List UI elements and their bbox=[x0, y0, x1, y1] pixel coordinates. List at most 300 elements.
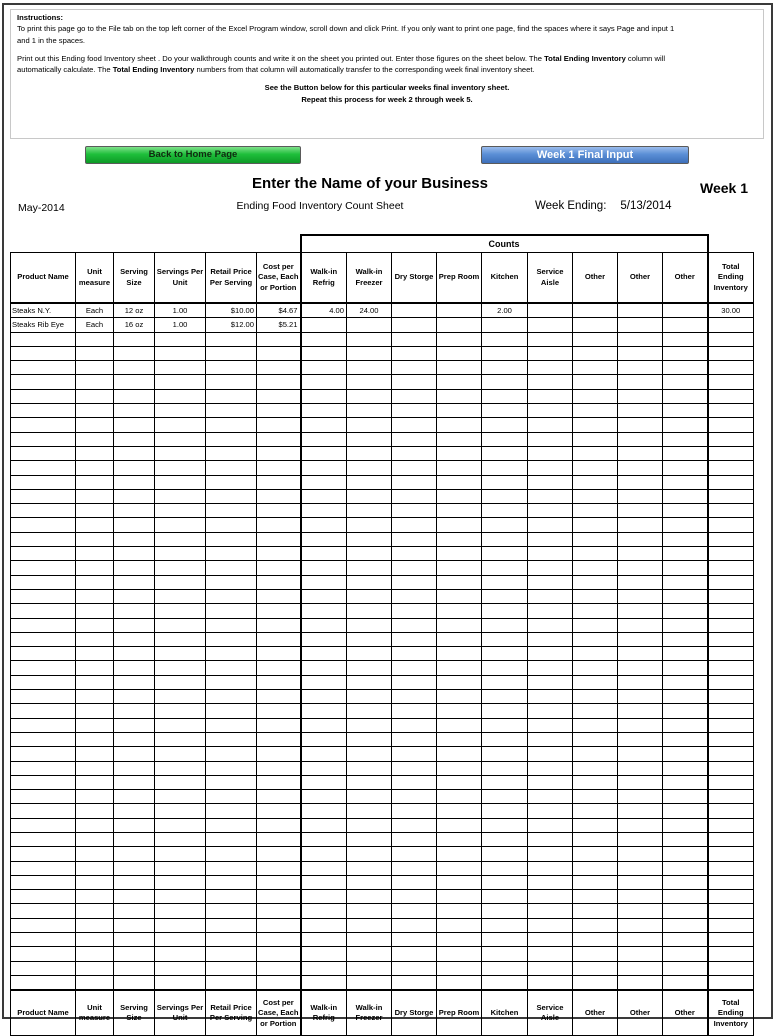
table-cell[interactable] bbox=[708, 589, 754, 603]
table-cell[interactable] bbox=[76, 904, 114, 918]
table-cell[interactable] bbox=[114, 747, 155, 761]
table-cell[interactable] bbox=[155, 747, 206, 761]
table-cell[interactable] bbox=[114, 861, 155, 875]
table-cell[interactable] bbox=[708, 890, 754, 904]
table-cell[interactable] bbox=[528, 861, 573, 875]
table-cell[interactable] bbox=[114, 661, 155, 675]
table-cell[interactable] bbox=[301, 375, 347, 389]
table-cell[interactable] bbox=[392, 790, 437, 804]
table-cell[interactable] bbox=[114, 446, 155, 460]
table-cell[interactable] bbox=[708, 632, 754, 646]
table-cell[interactable] bbox=[114, 389, 155, 403]
table-cell[interactable] bbox=[573, 389, 618, 403]
table-cell[interactable] bbox=[76, 890, 114, 904]
table-cell[interactable] bbox=[437, 661, 482, 675]
table-cell[interactable] bbox=[76, 504, 114, 518]
table-cell[interactable] bbox=[76, 690, 114, 704]
table-cell[interactable] bbox=[482, 933, 528, 947]
table-cell[interactable] bbox=[347, 361, 392, 375]
table-cell[interactable]: $10.00 bbox=[206, 303, 257, 318]
table-cell[interactable] bbox=[528, 518, 573, 532]
table-cell[interactable] bbox=[76, 875, 114, 889]
table-cell[interactable] bbox=[76, 961, 114, 975]
table-cell[interactable] bbox=[155, 732, 206, 746]
table-cell[interactable] bbox=[76, 489, 114, 503]
table-cell[interactable] bbox=[528, 975, 573, 990]
table-cell[interactable] bbox=[347, 975, 392, 990]
table-cell[interactable] bbox=[663, 461, 708, 475]
table-cell[interactable] bbox=[301, 947, 347, 961]
table-cell[interactable] bbox=[392, 718, 437, 732]
table-cell[interactable] bbox=[528, 890, 573, 904]
table-cell[interactable]: $4.67 bbox=[257, 303, 301, 318]
table-cell[interactable] bbox=[206, 847, 257, 861]
table-cell[interactable] bbox=[573, 675, 618, 689]
table-cell[interactable] bbox=[573, 933, 618, 947]
table-cell[interactable] bbox=[618, 461, 663, 475]
table-cell[interactable] bbox=[11, 661, 76, 675]
table-cell[interactable] bbox=[11, 832, 76, 846]
table-cell[interactable] bbox=[392, 446, 437, 460]
table-cell[interactable] bbox=[11, 604, 76, 618]
table-cell[interactable] bbox=[347, 504, 392, 518]
table-cell[interactable] bbox=[437, 618, 482, 632]
table-cell[interactable] bbox=[482, 547, 528, 561]
table-cell[interactable] bbox=[257, 918, 301, 932]
table-cell[interactable] bbox=[573, 561, 618, 575]
table-cell[interactable] bbox=[155, 346, 206, 360]
table-cell[interactable] bbox=[206, 718, 257, 732]
table-cell[interactable] bbox=[392, 461, 437, 475]
table-cell[interactable] bbox=[76, 518, 114, 532]
table-cell[interactable] bbox=[155, 775, 206, 789]
table-cell[interactable] bbox=[347, 604, 392, 618]
table-cell[interactable] bbox=[347, 547, 392, 561]
table-cell[interactable] bbox=[301, 589, 347, 603]
table-cell[interactable] bbox=[206, 418, 257, 432]
table-cell[interactable] bbox=[482, 690, 528, 704]
table-cell[interactable] bbox=[663, 418, 708, 432]
table-cell[interactable] bbox=[573, 761, 618, 775]
table-cell[interactable] bbox=[437, 732, 482, 746]
table-cell[interactable] bbox=[708, 661, 754, 675]
table-cell[interactable] bbox=[76, 589, 114, 603]
table-cell[interactable] bbox=[437, 918, 482, 932]
table-cell[interactable] bbox=[114, 618, 155, 632]
table-cell[interactable] bbox=[482, 804, 528, 818]
table-cell[interactable] bbox=[482, 790, 528, 804]
table-cell[interactable] bbox=[618, 790, 663, 804]
table-cell[interactable] bbox=[11, 690, 76, 704]
table-cell[interactable] bbox=[206, 804, 257, 818]
table-cell[interactable] bbox=[301, 661, 347, 675]
table-cell[interactable] bbox=[347, 832, 392, 846]
table-cell[interactable] bbox=[76, 732, 114, 746]
table-cell[interactable] bbox=[392, 747, 437, 761]
table-cell[interactable] bbox=[206, 890, 257, 904]
table-cell[interactable] bbox=[206, 818, 257, 832]
table-cell[interactable] bbox=[155, 804, 206, 818]
table-cell[interactable] bbox=[663, 632, 708, 646]
table-cell[interactable] bbox=[392, 489, 437, 503]
table-cell[interactable] bbox=[11, 861, 76, 875]
table-cell[interactable] bbox=[437, 361, 482, 375]
table-cell[interactable] bbox=[114, 718, 155, 732]
table-cell[interactable] bbox=[618, 675, 663, 689]
table-cell[interactable] bbox=[482, 890, 528, 904]
table-cell[interactable] bbox=[155, 432, 206, 446]
table-cell[interactable] bbox=[155, 604, 206, 618]
table-cell[interactable] bbox=[708, 361, 754, 375]
table-cell[interactable] bbox=[76, 918, 114, 932]
table-cell[interactable] bbox=[301, 532, 347, 546]
table-cell[interactable] bbox=[708, 933, 754, 947]
table-cell[interactable] bbox=[708, 489, 754, 503]
table-cell[interactable] bbox=[257, 475, 301, 489]
table-cell[interactable] bbox=[708, 618, 754, 632]
week-final-input-button[interactable]: Week 1 Final Input bbox=[481, 146, 689, 164]
table-cell[interactable] bbox=[11, 547, 76, 561]
table-cell[interactable] bbox=[528, 918, 573, 932]
table-cell[interactable] bbox=[11, 804, 76, 818]
table-cell[interactable] bbox=[437, 861, 482, 875]
table-cell[interactable] bbox=[155, 975, 206, 990]
table-cell[interactable] bbox=[76, 618, 114, 632]
table-cell[interactable] bbox=[301, 475, 347, 489]
table-cell[interactable] bbox=[155, 461, 206, 475]
table-cell[interactable] bbox=[618, 432, 663, 446]
table-cell[interactable] bbox=[573, 818, 618, 832]
table-cell[interactable] bbox=[76, 532, 114, 546]
table-cell[interactable] bbox=[663, 704, 708, 718]
table-cell[interactable] bbox=[114, 832, 155, 846]
table-cell[interactable] bbox=[618, 761, 663, 775]
table-cell[interactable] bbox=[155, 418, 206, 432]
table-cell[interactable] bbox=[114, 933, 155, 947]
table-cell[interactable] bbox=[76, 832, 114, 846]
table-cell[interactable] bbox=[206, 675, 257, 689]
table-cell[interactable] bbox=[114, 818, 155, 832]
table-cell[interactable] bbox=[301, 690, 347, 704]
table-cell[interactable] bbox=[437, 647, 482, 661]
table-cell[interactable] bbox=[76, 332, 114, 346]
table-cell[interactable] bbox=[437, 832, 482, 846]
table-cell[interactable] bbox=[528, 647, 573, 661]
table-cell[interactable] bbox=[301, 961, 347, 975]
table-cell[interactable] bbox=[437, 804, 482, 818]
table-cell[interactable] bbox=[618, 947, 663, 961]
table-cell[interactable] bbox=[482, 875, 528, 889]
table-cell[interactable] bbox=[257, 861, 301, 875]
table-cell[interactable] bbox=[257, 518, 301, 532]
table-cell[interactable] bbox=[11, 761, 76, 775]
table-cell[interactable] bbox=[257, 818, 301, 832]
table-cell[interactable] bbox=[11, 561, 76, 575]
table-cell[interactable] bbox=[437, 461, 482, 475]
table-cell[interactable] bbox=[392, 690, 437, 704]
table-cell[interactable] bbox=[573, 504, 618, 518]
table-cell[interactable] bbox=[257, 904, 301, 918]
table-cell[interactable] bbox=[482, 589, 528, 603]
table-cell[interactable] bbox=[392, 890, 437, 904]
table-cell[interactable] bbox=[206, 918, 257, 932]
table-cell[interactable] bbox=[573, 375, 618, 389]
table-cell[interactable] bbox=[155, 904, 206, 918]
table-cell[interactable] bbox=[618, 575, 663, 589]
table-cell[interactable] bbox=[708, 318, 754, 332]
table-cell[interactable] bbox=[573, 418, 618, 432]
table-cell[interactable] bbox=[206, 332, 257, 346]
table-cell[interactable] bbox=[392, 303, 437, 318]
table-cell[interactable] bbox=[114, 346, 155, 360]
table-cell[interactable] bbox=[347, 847, 392, 861]
table-cell[interactable] bbox=[618, 647, 663, 661]
table-cell[interactable] bbox=[347, 404, 392, 418]
table-cell[interactable] bbox=[618, 775, 663, 789]
table-cell[interactable] bbox=[573, 890, 618, 904]
table-cell[interactable] bbox=[618, 318, 663, 332]
table-cell[interactable] bbox=[618, 404, 663, 418]
table-cell[interactable] bbox=[257, 675, 301, 689]
table-cell[interactable] bbox=[155, 675, 206, 689]
table-cell[interactable] bbox=[76, 647, 114, 661]
table-cell[interactable] bbox=[206, 975, 257, 990]
table-cell[interactable] bbox=[155, 718, 206, 732]
table-cell[interactable] bbox=[76, 675, 114, 689]
table-cell[interactable] bbox=[573, 718, 618, 732]
table-cell[interactable] bbox=[392, 561, 437, 575]
table-cell[interactable] bbox=[528, 346, 573, 360]
table-cell[interactable] bbox=[11, 589, 76, 603]
table-cell[interactable] bbox=[573, 332, 618, 346]
table-cell[interactable] bbox=[257, 618, 301, 632]
table-cell[interactable] bbox=[573, 790, 618, 804]
table-cell[interactable] bbox=[618, 933, 663, 947]
table-cell[interactable] bbox=[437, 747, 482, 761]
table-cell[interactable] bbox=[11, 432, 76, 446]
table-cell[interactable] bbox=[347, 575, 392, 589]
table-cell[interactable] bbox=[392, 418, 437, 432]
table-cell[interactable] bbox=[663, 790, 708, 804]
table-cell[interactable] bbox=[155, 547, 206, 561]
table-cell[interactable] bbox=[11, 532, 76, 546]
table-cell[interactable] bbox=[708, 804, 754, 818]
table-cell[interactable] bbox=[618, 918, 663, 932]
table-cell[interactable] bbox=[155, 918, 206, 932]
table-cell[interactable] bbox=[301, 575, 347, 589]
table-cell[interactable] bbox=[618, 875, 663, 889]
table-cell[interactable] bbox=[663, 332, 708, 346]
table-cell[interactable] bbox=[206, 761, 257, 775]
table-cell[interactable] bbox=[11, 904, 76, 918]
table-cell[interactable] bbox=[206, 575, 257, 589]
table-cell[interactable] bbox=[11, 618, 76, 632]
table-cell[interactable] bbox=[206, 604, 257, 618]
table-cell[interactable] bbox=[708, 847, 754, 861]
table-cell[interactable] bbox=[206, 532, 257, 546]
table-cell[interactable] bbox=[347, 904, 392, 918]
table-cell[interactable] bbox=[437, 532, 482, 546]
table-cell[interactable] bbox=[257, 718, 301, 732]
table-cell[interactable] bbox=[437, 975, 482, 990]
table-cell[interactable] bbox=[114, 675, 155, 689]
table-cell[interactable] bbox=[573, 747, 618, 761]
table-cell[interactable] bbox=[301, 832, 347, 846]
table-cell[interactable] bbox=[155, 518, 206, 532]
table-cell[interactable] bbox=[206, 661, 257, 675]
table-cell[interactable] bbox=[114, 704, 155, 718]
table-cell[interactable] bbox=[618, 861, 663, 875]
table-cell[interactable] bbox=[301, 918, 347, 932]
table-cell[interactable]: 24.00 bbox=[347, 303, 392, 318]
table-cell[interactable] bbox=[618, 661, 663, 675]
table-cell[interactable] bbox=[347, 732, 392, 746]
table-cell[interactable] bbox=[347, 318, 392, 332]
table-cell[interactable] bbox=[114, 432, 155, 446]
table-cell[interactable] bbox=[257, 361, 301, 375]
table-cell[interactable] bbox=[708, 475, 754, 489]
table-cell[interactable] bbox=[573, 904, 618, 918]
table-cell[interactable] bbox=[708, 647, 754, 661]
table-cell[interactable] bbox=[257, 489, 301, 503]
table-cell[interactable] bbox=[206, 475, 257, 489]
table-cell[interactable] bbox=[708, 532, 754, 546]
table-cell[interactable] bbox=[301, 604, 347, 618]
table-cell[interactable] bbox=[663, 547, 708, 561]
table-cell[interactable] bbox=[528, 361, 573, 375]
table-cell[interactable] bbox=[618, 804, 663, 818]
table-cell[interactable] bbox=[618, 975, 663, 990]
table-cell[interactable] bbox=[347, 375, 392, 389]
table-cell[interactable]: 16 oz bbox=[114, 318, 155, 332]
table-cell[interactable] bbox=[663, 890, 708, 904]
table-cell[interactable] bbox=[301, 432, 347, 446]
table-cell[interactable] bbox=[708, 432, 754, 446]
table-cell[interactable] bbox=[392, 475, 437, 489]
table-cell[interactable] bbox=[482, 361, 528, 375]
table-cell[interactable] bbox=[618, 489, 663, 503]
table-cell[interactable] bbox=[618, 332, 663, 346]
table-cell[interactable] bbox=[663, 975, 708, 990]
table-cell[interactable] bbox=[76, 847, 114, 861]
table-cell[interactable] bbox=[347, 461, 392, 475]
table-cell[interactable] bbox=[663, 432, 708, 446]
table-cell[interactable] bbox=[301, 732, 347, 746]
table-cell[interactable] bbox=[708, 904, 754, 918]
table-cell[interactable] bbox=[392, 732, 437, 746]
table-cell[interactable] bbox=[11, 875, 76, 889]
table-cell[interactable] bbox=[11, 346, 76, 360]
table-cell[interactable] bbox=[573, 661, 618, 675]
table-cell[interactable] bbox=[663, 947, 708, 961]
table-cell[interactable] bbox=[663, 475, 708, 489]
table-cell[interactable] bbox=[528, 632, 573, 646]
table-cell[interactable] bbox=[206, 547, 257, 561]
table-cell[interactable] bbox=[76, 804, 114, 818]
table-cell[interactable] bbox=[663, 618, 708, 632]
table-cell[interactable] bbox=[206, 375, 257, 389]
table-cell[interactable] bbox=[301, 718, 347, 732]
table-cell[interactable] bbox=[618, 890, 663, 904]
table-cell[interactable] bbox=[11, 404, 76, 418]
table-cell[interactable] bbox=[618, 732, 663, 746]
table-cell[interactable] bbox=[437, 675, 482, 689]
table-cell[interactable] bbox=[663, 818, 708, 832]
table-cell[interactable] bbox=[347, 704, 392, 718]
table-cell[interactable] bbox=[392, 647, 437, 661]
table-cell[interactable] bbox=[528, 575, 573, 589]
table-cell[interactable] bbox=[155, 661, 206, 675]
table-cell[interactable] bbox=[528, 847, 573, 861]
table-cell[interactable] bbox=[573, 961, 618, 975]
table-cell[interactable] bbox=[663, 861, 708, 875]
table-cell[interactable] bbox=[206, 618, 257, 632]
table-cell[interactable] bbox=[155, 961, 206, 975]
table-cell[interactable] bbox=[482, 418, 528, 432]
table-cell[interactable] bbox=[663, 647, 708, 661]
table-cell[interactable] bbox=[618, 361, 663, 375]
table-cell[interactable] bbox=[155, 475, 206, 489]
table-cell[interactable] bbox=[573, 975, 618, 990]
table-cell[interactable] bbox=[347, 618, 392, 632]
table-cell[interactable] bbox=[528, 604, 573, 618]
table-cell[interactable] bbox=[528, 618, 573, 632]
table-cell[interactable] bbox=[11, 947, 76, 961]
table-cell[interactable] bbox=[301, 547, 347, 561]
table-cell[interactable] bbox=[347, 861, 392, 875]
table-cell[interactable] bbox=[392, 547, 437, 561]
table-cell[interactable] bbox=[257, 632, 301, 646]
table-cell[interactable] bbox=[347, 346, 392, 360]
table-cell[interactable] bbox=[437, 561, 482, 575]
table-cell[interactable] bbox=[11, 446, 76, 460]
table-cell[interactable] bbox=[76, 461, 114, 475]
table-cell[interactable] bbox=[618, 818, 663, 832]
table-cell[interactable] bbox=[663, 661, 708, 675]
table-cell[interactable] bbox=[573, 518, 618, 532]
table-cell[interactable] bbox=[663, 761, 708, 775]
table-cell[interactable] bbox=[301, 446, 347, 460]
table-cell[interactable] bbox=[347, 475, 392, 489]
table-cell[interactable] bbox=[155, 890, 206, 904]
table-cell[interactable] bbox=[528, 732, 573, 746]
table-cell[interactable] bbox=[482, 947, 528, 961]
table-cell[interactable] bbox=[528, 904, 573, 918]
table-cell[interactable] bbox=[206, 647, 257, 661]
table-cell[interactable] bbox=[437, 504, 482, 518]
table-cell[interactable] bbox=[392, 875, 437, 889]
table-cell[interactable] bbox=[708, 404, 754, 418]
table-cell[interactable] bbox=[573, 303, 618, 318]
table-cell[interactable] bbox=[257, 404, 301, 418]
table-cell[interactable] bbox=[528, 761, 573, 775]
table-cell[interactable] bbox=[206, 732, 257, 746]
table-cell[interactable] bbox=[482, 389, 528, 403]
table-cell[interactable] bbox=[114, 775, 155, 789]
table-cell[interactable] bbox=[482, 618, 528, 632]
table-cell[interactable] bbox=[663, 346, 708, 360]
table-cell[interactable] bbox=[618, 832, 663, 846]
table-cell[interactable] bbox=[206, 632, 257, 646]
table-cell[interactable] bbox=[301, 489, 347, 503]
table-cell[interactable] bbox=[11, 332, 76, 346]
table-cell[interactable] bbox=[618, 589, 663, 603]
table-cell[interactable] bbox=[347, 761, 392, 775]
table-cell[interactable] bbox=[618, 303, 663, 318]
table-cell[interactable] bbox=[663, 303, 708, 318]
table-cell[interactable] bbox=[155, 647, 206, 661]
table-cell[interactable] bbox=[482, 532, 528, 546]
